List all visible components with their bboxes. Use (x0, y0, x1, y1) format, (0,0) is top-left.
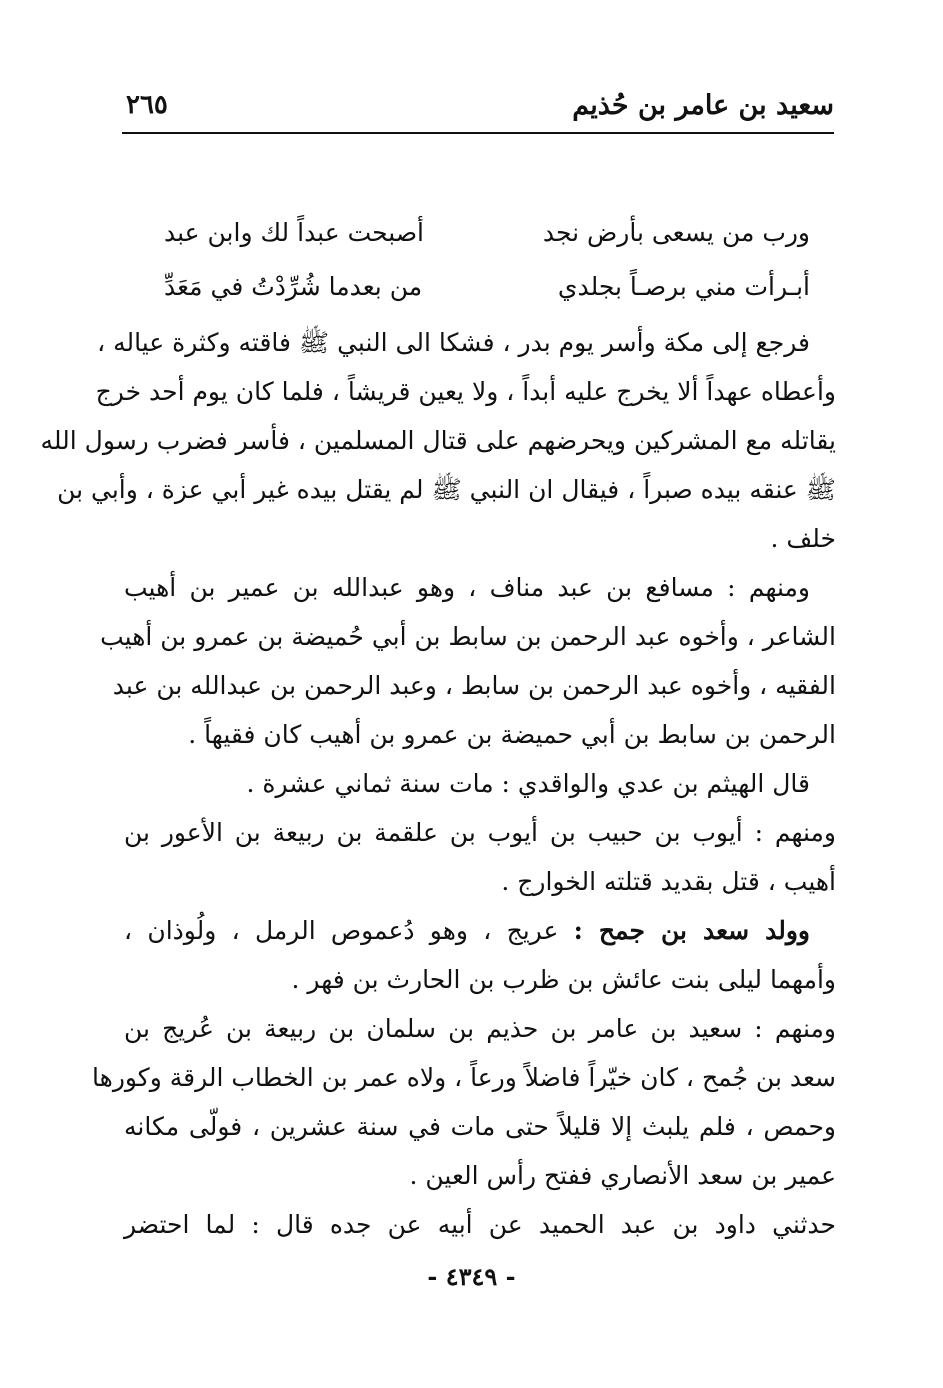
paragraph (124, 808, 836, 906)
main-text (40, 210, 836, 1249)
paragraph (92, 1004, 836, 1200)
lead-phrase: وولد سعد بن جمح : (573, 916, 810, 945)
text-line: وحمص ، فلم يلبث إلا قليلاً حتى مات في سنة عشرين ، فولّى مكانه (124, 1112, 836, 1141)
paragraph (124, 759, 836, 808)
text-line: ومنهم : مسافع بن عبد مناف ، وهو عبدالله بن عمير بن أهيب (124, 573, 810, 602)
paragraph (40, 318, 836, 563)
paragraph (124, 1200, 836, 1249)
text-line: الشاعر ، وأخوه عبد الرحمن بن سابط بن أبي حُميضة بن عمرو بن أهيب (100, 622, 836, 651)
text-line: حدثني داود بن عبد الحميد عن أبيه عن جده قال : لما احتضر (124, 1210, 836, 1239)
verse-hemistich: ورب من يسعى بأرض نجد (542, 218, 810, 247)
text-line: يقاتله مع المشركين ويحرضهم على قتال المسلمين ، فأسر فضرب رسول الله (40, 426, 836, 455)
running-header (122, 88, 834, 134)
text-line: قال الهيثم بن عدي والواقدي : مات سنة ثماني عشرة . (246, 769, 810, 798)
verse-hemistich: أبـرأت مني برصـاً بجلدي (557, 272, 810, 301)
verse-line (124, 264, 836, 318)
text-line: وأمهما ليلى بنت عائش بن ظرب بن الحارث بن فهر . (291, 965, 836, 994)
folio-number: - ٤٣٤٩ - (427, 1262, 516, 1291)
text-line: وأعطاه عهداً ألا يخرج عليه أبداً ، ولا يعين قريشاً ، فلما كان يوم أحد خرج (95, 377, 836, 406)
text-line: عمير بن سعد الأنصاري ففتح رأس العين . (409, 1161, 836, 1190)
text-line: خلف . (770, 524, 836, 553)
paragraph (100, 563, 836, 759)
verse-line (124, 210, 836, 264)
verse-hemistich: أصبحت عبداً لك وابن عبد (164, 218, 424, 247)
text-line: سعد بن جُمح ، كان خيّراً فاضلاً ورعاً ، ولاه عمر بن الخطاب الرقة وكورها (92, 1063, 836, 1092)
text-line: الرحمن بن سابط بن أبي حميضة بن عمرو بن أهيب كان فقيهاً . (188, 720, 836, 749)
text-line: أهيب ، قتل بقديد قتلته الخوارج . (501, 867, 836, 896)
text-line: ﷺ عنقه بيده صبراً ، فيقال ان النبي ﷺ لم يقتل بيده غير أبي عزة ، وأبي بن (57, 475, 836, 504)
paragraph (124, 906, 836, 1004)
verse-hemistich: من بعدما شُرِّدْتُ في مَعَدِّ (164, 272, 423, 301)
page-number: ٢٦٥ (126, 90, 168, 120)
text-line: الفقيه ، وأخوه عبد الرحمن بن سابط ، وعبد الرحمن بن عبدالله بن عبد (112, 671, 836, 700)
text-line (124, 906, 836, 955)
text-line: ومنهم : أيوب بن حبيب بن أيوب بن علقمة بن ربيعة بن الأعور بن (124, 818, 836, 847)
text-run: عريج ، وهو دُعموص الرمل ، ولُوذان ، (124, 916, 574, 945)
text-line: ومنهم : سعيد بن عامر بن حذيم بن سلمان بن ربيعة بن عُريج بن (124, 1014, 836, 1043)
text-line: فرجع إلى مكة وأسر يوم بدر ، فشكا الى النبي ﷺ فاقته وكثرة عياله ، (97, 328, 810, 357)
header-title: سعيد بن عامر بن حُذيم (572, 90, 834, 121)
